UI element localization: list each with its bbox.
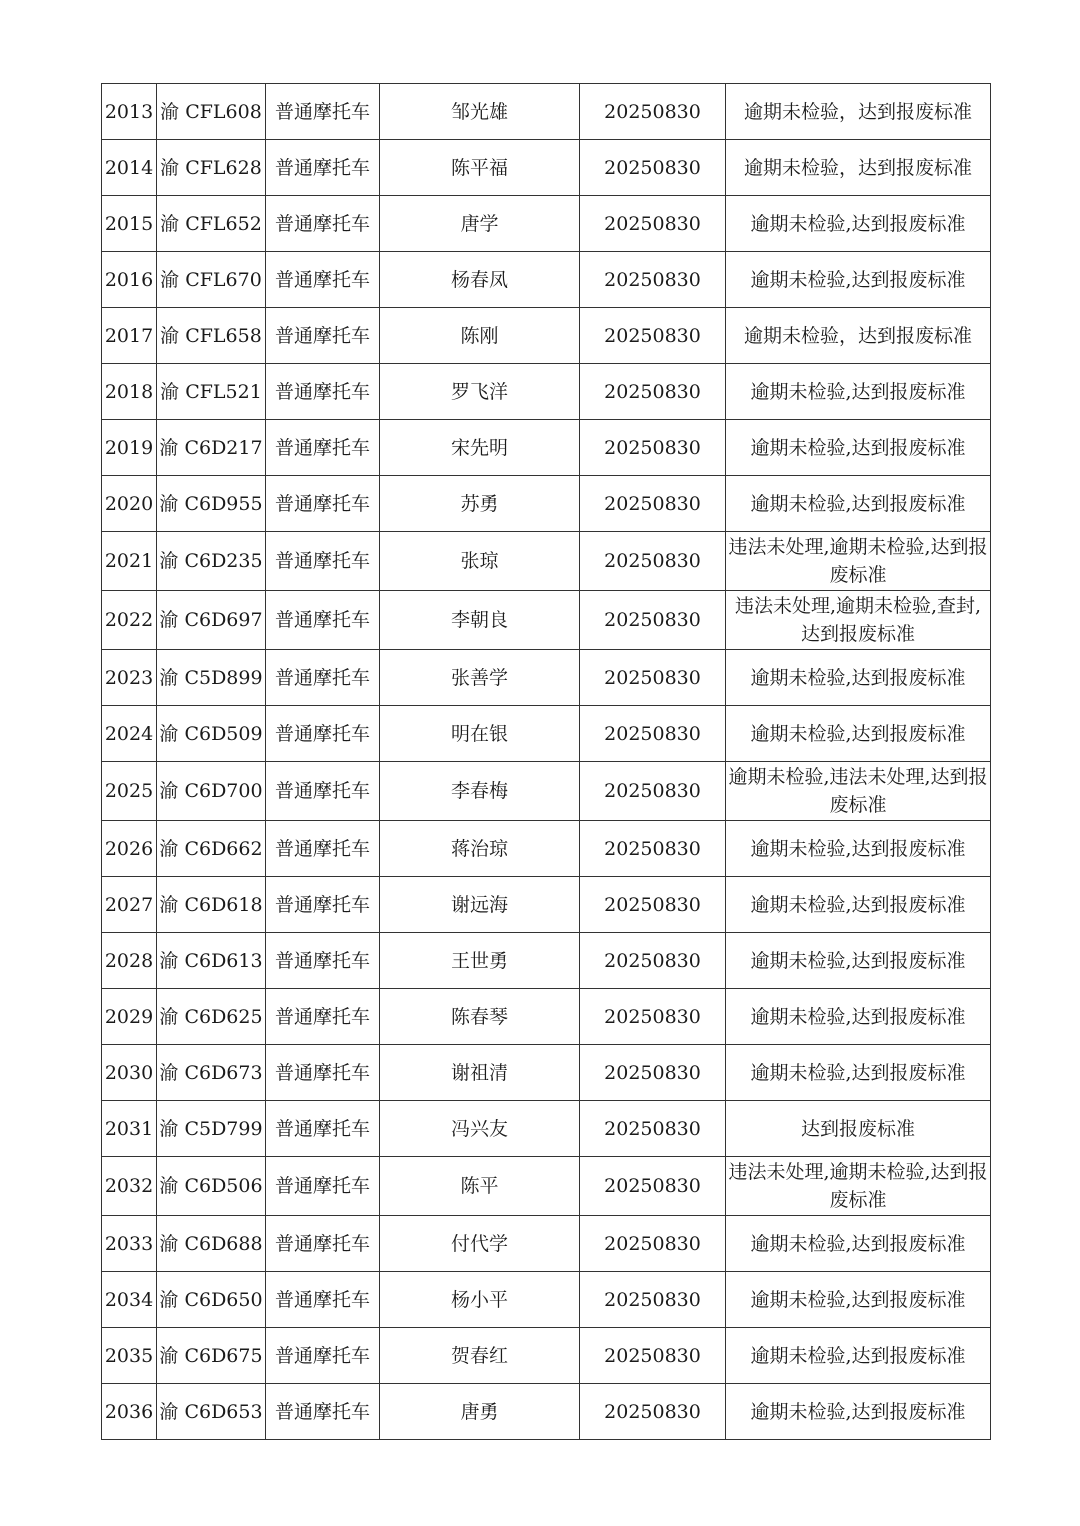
owner-name: 王世勇 [380, 933, 580, 989]
plate-number: 渝 C6D955 [157, 476, 266, 532]
owner-name: 唐勇 [380, 1384, 580, 1440]
owner-name: 明在银 [380, 706, 580, 762]
vehicle-type: 普通摩托车 [266, 1045, 380, 1101]
date: 20250830 [580, 762, 726, 821]
row-number: 2019 [102, 420, 157, 476]
reason: 逾期未检验,达到报废标准 [726, 821, 991, 877]
table-row [102, 650, 991, 706]
date: 20250830 [580, 420, 726, 476]
vehicle-type: 普通摩托车 [266, 196, 380, 252]
date: 20250830 [580, 877, 726, 933]
row-number: 2020 [102, 476, 157, 532]
owner-name: 谢远海 [380, 877, 580, 933]
reason: 违法未处理,逾期未检验,达到报废标准 [726, 532, 991, 591]
row-number: 2034 [102, 1272, 157, 1328]
plate-number: 渝 C6D675 [157, 1328, 266, 1384]
plate-number: 渝 C6D700 [157, 762, 266, 821]
vehicle-type: 普通摩托车 [266, 933, 380, 989]
owner-name: 蒋治琼 [380, 821, 580, 877]
date: 20250830 [580, 591, 726, 650]
owner-name: 陈春琴 [380, 989, 580, 1045]
date: 20250830 [580, 1101, 726, 1157]
vehicle-type: 普通摩托车 [266, 1328, 380, 1384]
owner-name: 宋先明 [380, 420, 580, 476]
date: 20250830 [580, 706, 726, 762]
reason: 逾期未检验,达到报废标准 [726, 1328, 991, 1384]
row-number: 2026 [102, 821, 157, 877]
date: 20250830 [580, 308, 726, 364]
owner-name: 付代学 [380, 1216, 580, 1272]
reason: 逾期未检验，达到报废标准 [726, 84, 991, 140]
reason: 逾期未检验,达到报废标准 [726, 1272, 991, 1328]
reason: 逾期未检验,达到报废标准 [726, 364, 991, 420]
table-row [102, 989, 991, 1045]
reason: 逾期未检验,达到报废标准 [726, 1045, 991, 1101]
vehicle-type: 普通摩托车 [266, 364, 380, 420]
table-row [102, 1157, 991, 1216]
plate-number: 渝 C6D697 [157, 591, 266, 650]
table-row [102, 1101, 991, 1157]
owner-name: 陈刚 [380, 308, 580, 364]
reason: 逾期未检验,达到报废标准 [726, 650, 991, 706]
plate-number: 渝 C5D799 [157, 1101, 266, 1157]
reason: 逾期未检验,达到报废标准 [726, 196, 991, 252]
date: 20250830 [580, 821, 726, 877]
vehicle-type: 普通摩托车 [266, 650, 380, 706]
plate-number: 渝 C6D625 [157, 989, 266, 1045]
row-number: 2018 [102, 364, 157, 420]
vehicle-type: 普通摩托车 [266, 476, 380, 532]
vehicle-type: 普通摩托车 [266, 591, 380, 650]
table-row [102, 252, 991, 308]
reason: 逾期未检验,达到报废标准 [726, 252, 991, 308]
date: 20250830 [580, 476, 726, 532]
table-row [102, 877, 991, 933]
vehicle-type: 普通摩托车 [266, 308, 380, 364]
table-row [102, 84, 991, 140]
vehicle-type: 普通摩托车 [266, 420, 380, 476]
owner-name: 冯兴友 [380, 1101, 580, 1157]
table-row [102, 762, 991, 821]
table-row [102, 308, 991, 364]
table-row [102, 420, 991, 476]
plate-number: 渝 C6D673 [157, 1045, 266, 1101]
owner-name: 杨春凤 [380, 252, 580, 308]
vehicle-type: 普通摩托车 [266, 1384, 380, 1440]
vehicle-type: 普通摩托车 [266, 706, 380, 762]
reason: 违法未处理,逾期未检验,查封,达到报废标准 [726, 591, 991, 650]
vehicle-type: 普通摩托车 [266, 252, 380, 308]
owner-name: 陈平 [380, 1157, 580, 1216]
reason: 逾期未检验，达到报废标准 [726, 308, 991, 364]
plate-number: 渝 C6D613 [157, 933, 266, 989]
table-row [102, 1045, 991, 1101]
row-number: 2030 [102, 1045, 157, 1101]
date: 20250830 [580, 1045, 726, 1101]
row-number: 2033 [102, 1216, 157, 1272]
reason: 逾期未检验,达到报废标准 [726, 877, 991, 933]
reason: 逾期未检验,达到报废标准 [726, 933, 991, 989]
reason: 逾期未检验,达到报废标准 [726, 476, 991, 532]
owner-name: 李朝良 [380, 591, 580, 650]
date: 20250830 [580, 1216, 726, 1272]
row-number: 2032 [102, 1157, 157, 1216]
vehicle-type: 普通摩托车 [266, 1157, 380, 1216]
vehicle-type: 普通摩托车 [266, 1101, 380, 1157]
table-row [102, 1216, 991, 1272]
reason: 逾期未检验,达到报废标准 [726, 1216, 991, 1272]
date: 20250830 [580, 1272, 726, 1328]
table-row [102, 1384, 991, 1440]
row-number: 2036 [102, 1384, 157, 1440]
reason: 逾期未检验，达到报废标准 [726, 140, 991, 196]
owner-name: 李春梅 [380, 762, 580, 821]
reason: 逾期未检验,达到报废标准 [726, 706, 991, 762]
plate-number: 渝 C5D899 [157, 650, 266, 706]
vehicle-type: 普通摩托车 [266, 989, 380, 1045]
row-number: 2016 [102, 252, 157, 308]
vehicle-table [101, 83, 991, 1440]
owner-name: 张善学 [380, 650, 580, 706]
date: 20250830 [580, 1384, 726, 1440]
reason: 逾期未检验,达到报废标准 [726, 1384, 991, 1440]
row-number: 2014 [102, 140, 157, 196]
date: 20250830 [580, 650, 726, 706]
plate-number: 渝 CFL608 [157, 84, 266, 140]
row-number: 2029 [102, 989, 157, 1045]
row-number: 2013 [102, 84, 157, 140]
plate-number: 渝 C6D217 [157, 420, 266, 476]
row-number: 2027 [102, 877, 157, 933]
table-row [102, 476, 991, 532]
vehicle-type: 普通摩托车 [266, 877, 380, 933]
plate-number: 渝 CFL628 [157, 140, 266, 196]
row-number: 2021 [102, 532, 157, 591]
owner-name: 邹光雄 [380, 84, 580, 140]
reason: 达到报废标准 [726, 1101, 991, 1157]
reason: 逾期未检验,违法未处理,达到报废标准 [726, 762, 991, 821]
plate-number: 渝 CFL658 [157, 308, 266, 364]
plate-number: 渝 CFL521 [157, 364, 266, 420]
date: 20250830 [580, 364, 726, 420]
table-row [102, 364, 991, 420]
row-number: 2024 [102, 706, 157, 762]
reason: 逾期未检验,达到报废标准 [726, 989, 991, 1045]
plate-number: 渝 CFL670 [157, 252, 266, 308]
table-row [102, 1328, 991, 1384]
date: 20250830 [580, 196, 726, 252]
table-row [102, 821, 991, 877]
date: 20250830 [580, 933, 726, 989]
table-row [102, 591, 991, 650]
plate-number: 渝 C6D662 [157, 821, 266, 877]
plate-number: 渝 C6D506 [157, 1157, 266, 1216]
vehicle-type: 普通摩托车 [266, 762, 380, 821]
row-number: 2023 [102, 650, 157, 706]
date: 20250830 [580, 140, 726, 196]
plate-number: 渝 C6D688 [157, 1216, 266, 1272]
row-number: 2022 [102, 591, 157, 650]
reason: 逾期未检验,达到报废标准 [726, 420, 991, 476]
reason: 违法未处理,逾期未检验,达到报废标准 [726, 1157, 991, 1216]
vehicle-type: 普通摩托车 [266, 140, 380, 196]
row-number: 2025 [102, 762, 157, 821]
date: 20250830 [580, 532, 726, 591]
vehicle-type: 普通摩托车 [266, 1272, 380, 1328]
vehicle-type: 普通摩托车 [266, 532, 380, 591]
vehicle-type: 普通摩托车 [266, 84, 380, 140]
owner-name: 罗飞洋 [380, 364, 580, 420]
row-number: 2031 [102, 1101, 157, 1157]
plate-number: 渝 C6D509 [157, 706, 266, 762]
table-row [102, 706, 991, 762]
date: 20250830 [580, 84, 726, 140]
plate-number: 渝 C6D618 [157, 877, 266, 933]
table-row [102, 933, 991, 989]
date: 20250830 [580, 1328, 726, 1384]
plate-number: 渝 C6D653 [157, 1384, 266, 1440]
owner-name: 苏勇 [380, 476, 580, 532]
owner-name: 贺春红 [380, 1328, 580, 1384]
plate-number: 渝 CFL652 [157, 196, 266, 252]
owner-name: 陈平福 [380, 140, 580, 196]
table-row [102, 140, 991, 196]
owner-name: 谢祖清 [380, 1045, 580, 1101]
row-number: 2017 [102, 308, 157, 364]
vehicle-type: 普通摩托车 [266, 821, 380, 877]
row-number: 2015 [102, 196, 157, 252]
table-row [102, 196, 991, 252]
date: 20250830 [580, 1157, 726, 1216]
plate-number: 渝 C6D235 [157, 532, 266, 591]
vehicle-type: 普通摩托车 [266, 1216, 380, 1272]
date: 20250830 [580, 252, 726, 308]
date: 20250830 [580, 989, 726, 1045]
owner-name: 张琼 [380, 532, 580, 591]
row-number: 2035 [102, 1328, 157, 1384]
table-row [102, 1272, 991, 1328]
owner-name: 杨小平 [380, 1272, 580, 1328]
table-row [102, 532, 991, 591]
row-number: 2028 [102, 933, 157, 989]
table-body [102, 84, 991, 1440]
plate-number: 渝 C6D650 [157, 1272, 266, 1328]
owner-name: 唐学 [380, 196, 580, 252]
